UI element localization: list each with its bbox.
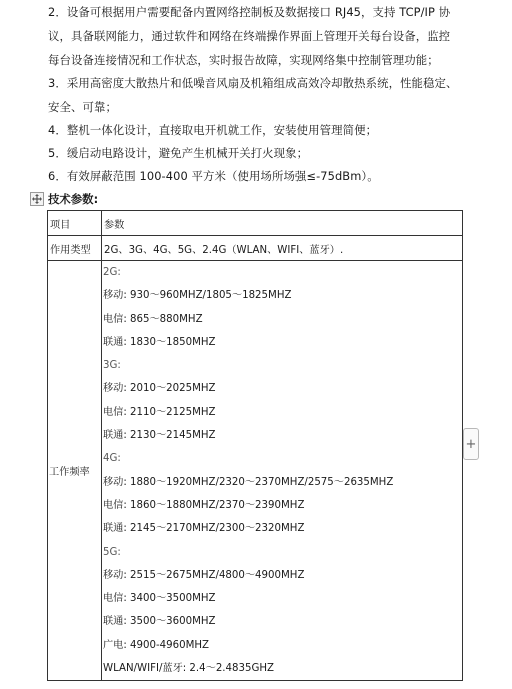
section-heading: 技术参数: bbox=[48, 192, 99, 206]
frequency-item: 广电: 4900-4960MHZ bbox=[103, 639, 210, 651]
frequency-group-label: 4G: bbox=[103, 453, 121, 465]
header-cell-param[interactable]: 参数 bbox=[102, 211, 463, 236]
frequency-item: 移动: 1880～1920MHZ/2320～2370MHZ/2575～2635MHZ bbox=[103, 476, 394, 488]
frequency-item: 联通: 2130～2145MHZ bbox=[103, 430, 216, 442]
table-row-frequency bbox=[48, 261, 463, 681]
section-heading-row bbox=[30, 190, 98, 208]
move-arrows-icon[interactable] bbox=[30, 192, 44, 206]
frequency-item: 电信: 1860～1880MHZ/2370～2390MHZ bbox=[103, 499, 305, 511]
table-header-row bbox=[48, 211, 463, 236]
feature-line: 5．缓启动电路设计，避免产生机械开关打火现象； bbox=[48, 146, 309, 160]
frequency-item: 电信: 3400～3500MHZ bbox=[103, 593, 216, 605]
feature-line: 6．有效屏蔽范围 100-400 平方米（使用场所场强≤-75dBm）。 bbox=[48, 169, 379, 183]
tech-params-table bbox=[47, 210, 463, 681]
feature-line: 议，具备联网能力，通过软件和网络在终端操作界面上管理开关每台设备，监控 bbox=[48, 29, 451, 43]
frequency-item: 电信: 2110～2125MHZ bbox=[103, 406, 216, 418]
frequency-item: WLAN/WIFI/蓝牙: 2.4～2.4835GHZ bbox=[103, 663, 274, 675]
frequency-label-cell[interactable]: 工作频率 bbox=[48, 261, 102, 681]
header-cell-item[interactable]: 项目 bbox=[48, 211, 102, 236]
plus-icon: + bbox=[465, 436, 477, 452]
usage-label-cell[interactable]: 作用类型 bbox=[48, 236, 102, 261]
usage-value-cell[interactable]: 2G、3G、4G、5G、2.4G（WLAN、WIFI、蓝牙）. bbox=[102, 236, 463, 261]
table-row-usage bbox=[48, 236, 463, 261]
frequency-value-cell[interactable] bbox=[102, 261, 463, 681]
feature-line: 每台设备连接情况和工作状态，实时报告故障，实现网络集中控制管理功能； bbox=[48, 53, 439, 67]
frequency-item: 联通: 2145～2170MHZ/2300～2320MHZ bbox=[103, 523, 305, 535]
frequency-item: 联通: 1830～1850MHZ bbox=[103, 336, 216, 348]
frequency-group-label: 3G: bbox=[103, 360, 121, 372]
feature-line: 2．设备可根据用户需要配备内置网络控制板及数据接口 RJ45，支持 TCP/IP 协 bbox=[48, 5, 451, 19]
feature-line: 4．整机一体化设计，直接取电开机就工作，安装使用管理简便； bbox=[48, 123, 378, 137]
frequency-group-label: 5G: bbox=[103, 546, 121, 558]
frequency-list bbox=[102, 261, 462, 680]
frequency-item: 移动: 930～960MHZ/1805～1825MHZ bbox=[103, 290, 292, 302]
frequency-item: 移动: 2515～2675MHZ/4800～4900MHZ bbox=[103, 569, 305, 581]
frequency-group-label: 2G: bbox=[103, 267, 121, 278]
feature-line: 安全、可靠； bbox=[48, 100, 117, 114]
frequency-item: 移动: 2010～2025MHZ bbox=[103, 383, 216, 395]
frequency-item: 电信: 865～880MHZ bbox=[103, 313, 203, 325]
frequency-item: 联通: 3500～3600MHZ bbox=[103, 616, 216, 628]
feature-line: 3．采用高密度大散热片和低噪音风扇及机箱组成高效冷却散热系统，性能稳定、 bbox=[48, 76, 458, 90]
add-column-button[interactable] bbox=[463, 428, 479, 460]
